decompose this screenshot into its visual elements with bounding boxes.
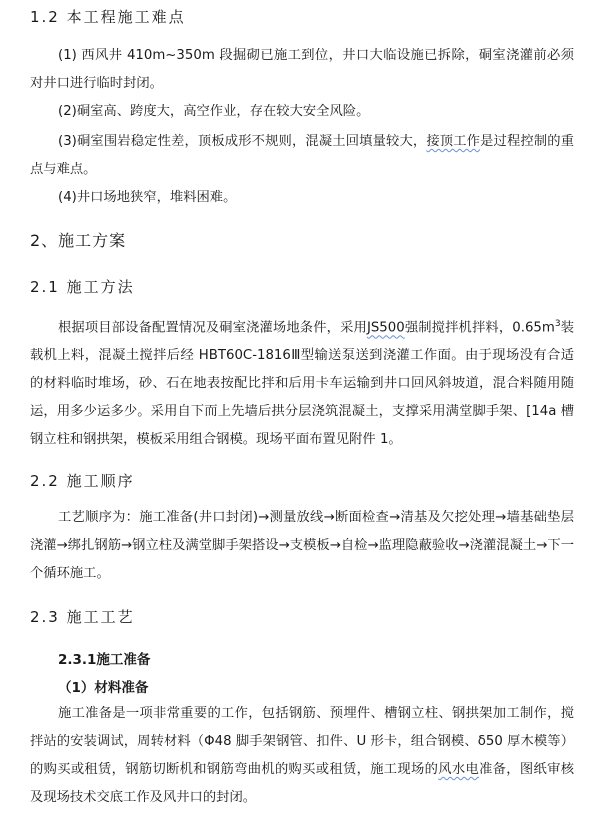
squiggle-text: JS500 <box>366 320 405 336</box>
s1-2-item-2: (2)硐室高、跨度大，高空作业，存在较大安全风险。 <box>58 104 370 119</box>
section-1-2-heading: 1.2 本工程施工难点 <box>30 8 186 26</box>
squiggle-text: 接顶工作 <box>426 134 481 149</box>
s2-3-1-heading: 2.3.1施工准备 <box>58 652 151 668</box>
s2-3-1-1-heading: （1）材料准备 <box>58 680 149 696</box>
s2-3-paragraph: 施工准备是一项非常重要的工作，包括钢筋、预埋件、槽钢立柱、钢拱架加工制作，搅拌站的安装调试，周转材料（Φ48 脚手架钢管、扣件、U 形卡，组合钢模、δ50 厚木模等）的购买或租赁，钢筋切断机和钢筋弯曲机的购买或租赁，施工现场的风水电准备，图纸审核及现场技术交底工作及风井口的封闭。 <box>30 706 575 805</box>
s1-2-item-4: (4)井口场地狭窄，堆料困难。 <box>58 190 237 205</box>
section-2-1-heading: 2.1 施工方法 <box>30 278 135 296</box>
squiggle-text: 风水电 <box>438 762 480 777</box>
s2-1-paragraph: 根据项目部设备配置情况及硐室浇灌场地条件，采用JS500强制搅拌机拌料，$0.65m^3$装载机上料，混凝土搅拌后经 HBT60C-1816Ⅲ型输送泵送到浇灌工作面。由于现场没有合适的材料临时堆场，砂、石在地表按配比拌和后用卡车运输到井口回风斜坡道，混合料随用随运，用多少运多少。采用自下而上先墙后拱分层浇筑混凝土，支撑采用满堂脚手架、[14a 槽钢立柱和钢拱架，模板采用组合钢模。现场平面布置见附件 1。 <box>30 319 575 448</box>
section-2-2-heading: 2.2 施工顺序 <box>30 472 135 490</box>
s1-2-item-3: (3)硐室围岩稳定性差，顶板成形不规则，混凝土回填量较大，接顶工作是过程控制的重点与难点。 <box>30 134 574 177</box>
section-2-3-heading: 2.3 施工工艺 <box>30 608 135 626</box>
s2-2-paragraph: 工艺顺序为：施工准备(井口封闭)→测量放线→断面检查→清基及欠挖处理→墙基础垫层浇灌→绑扎钢筋→钢立柱及满堂脚手架搭设→支模板→自检→监理隐蔽验收→浇灌混凝土→下一个循环施工。 <box>30 510 574 581</box>
section-2-heading: 2、施工方案 <box>30 231 127 250</box>
s1-2-item-1: (1) 西风井 410m~350m 段掘砌已施工到位，井口大临设施已拆除，硐室浇灌前必须对井口进行临时封闭。 <box>30 48 574 91</box>
